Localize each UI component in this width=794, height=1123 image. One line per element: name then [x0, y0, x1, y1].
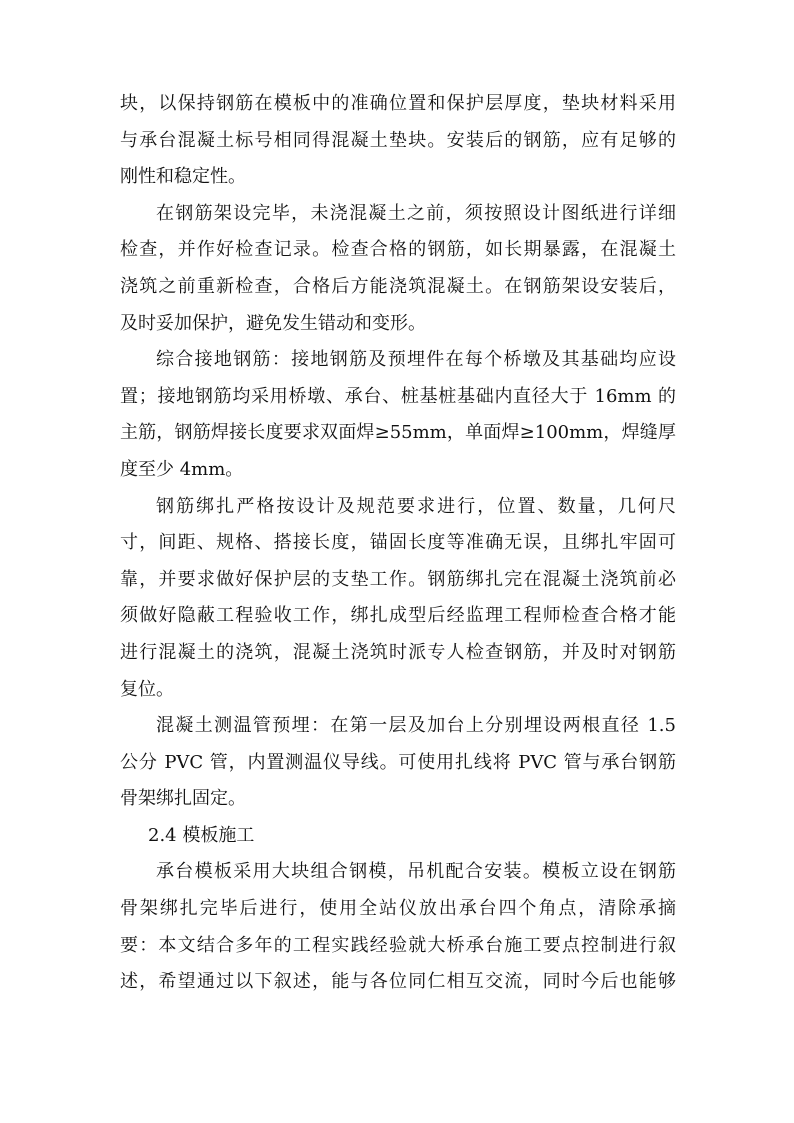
text-line: 靠，并要求做好保护层的支垫工作。钢筋绑扎完在混凝土浇筑前必 — [120, 568, 676, 590]
text-line: 须做好隐蔽工程验收工作，绑扎成型后经监理工程师检查合格才能 — [120, 605, 676, 627]
text-line: 刚性和稳定性。 — [120, 166, 246, 188]
section-heading: 2.4 模板施工 — [148, 824, 255, 846]
text-line: 块，以保持钢筋在模板中的准确位置和保护层厚度，垫块材料采用 — [120, 93, 676, 114]
text-line: 寸，间距、规格、搭接长度，锚固长度等准确无误，且绑扎牢固可 — [120, 532, 676, 554]
document-body — [120, 86, 676, 1001]
text-line: 浇筑之前重新检查，合格后方能浇筑混凝土。在钢筋架设安装后， — [120, 275, 676, 297]
text-line: 在钢筋架设完毕，未浇混凝土之前，须按照设计图纸进行详细 — [156, 202, 676, 224]
text-line: 述，希望通过以下叙述，能与各位同仁相互交流，同时今后也能够 — [120, 971, 676, 993]
text-line: 置；接地钢筋均采用桥墩、承台、桩基桩基础内直径大于 16mm 的 — [120, 385, 676, 407]
text-line: 与承台混凝土标号相同得混凝土垫块。安装后的钢筋，应有足够的 — [120, 129, 676, 151]
text-line: 公分 PVC 管，内置测温仪导线。可使用扎线将 PVC 管与承台钢筋 — [120, 751, 676, 773]
text-line: 骨架绑扎完毕后进行，使用全站仪放出承台四个角点，清除承摘 — [120, 898, 676, 920]
text-line: 钢筋绑扎严格按设计及规范要求进行，位置、数量，几何尺 — [156, 495, 676, 517]
text-line: 度至少 4mm。 — [120, 458, 244, 480]
text-line: 及时妥加保护，避免发生错动和变形。 — [120, 312, 426, 334]
text-line: 主筋，钢筋焊接长度要求双面焊≥55mm，单面焊≥100mm，焊缝厚 — [120, 422, 676, 444]
text-line: 复位。 — [120, 678, 174, 700]
text-line: 要：本文结合多年的工程实践经验就大桥承台施工要点控制进行叙 — [120, 934, 676, 956]
text-line: 骨架绑扎固定。 — [120, 788, 246, 810]
text-line: 承台模板采用大块组合钢模，吊机配合安装。模板立设在钢筋 — [156, 861, 676, 883]
text-line: 综合接地钢筋：接地钢筋及预埋件在每个桥墩及其基础均应设 — [156, 349, 676, 371]
text-line: 检查，并作好检查记录。检查合格的钢筋，如长期暴露，在混凝土 — [120, 239, 676, 261]
text-line: 混凝土测温管预埋：在第一层及加台上分别埋设两根直径 1.5 — [156, 715, 676, 737]
text-line: 进行混凝土的浇筑，混凝土浇筑时派专人检查钢筋，并及时对钢筋 — [120, 641, 676, 663]
